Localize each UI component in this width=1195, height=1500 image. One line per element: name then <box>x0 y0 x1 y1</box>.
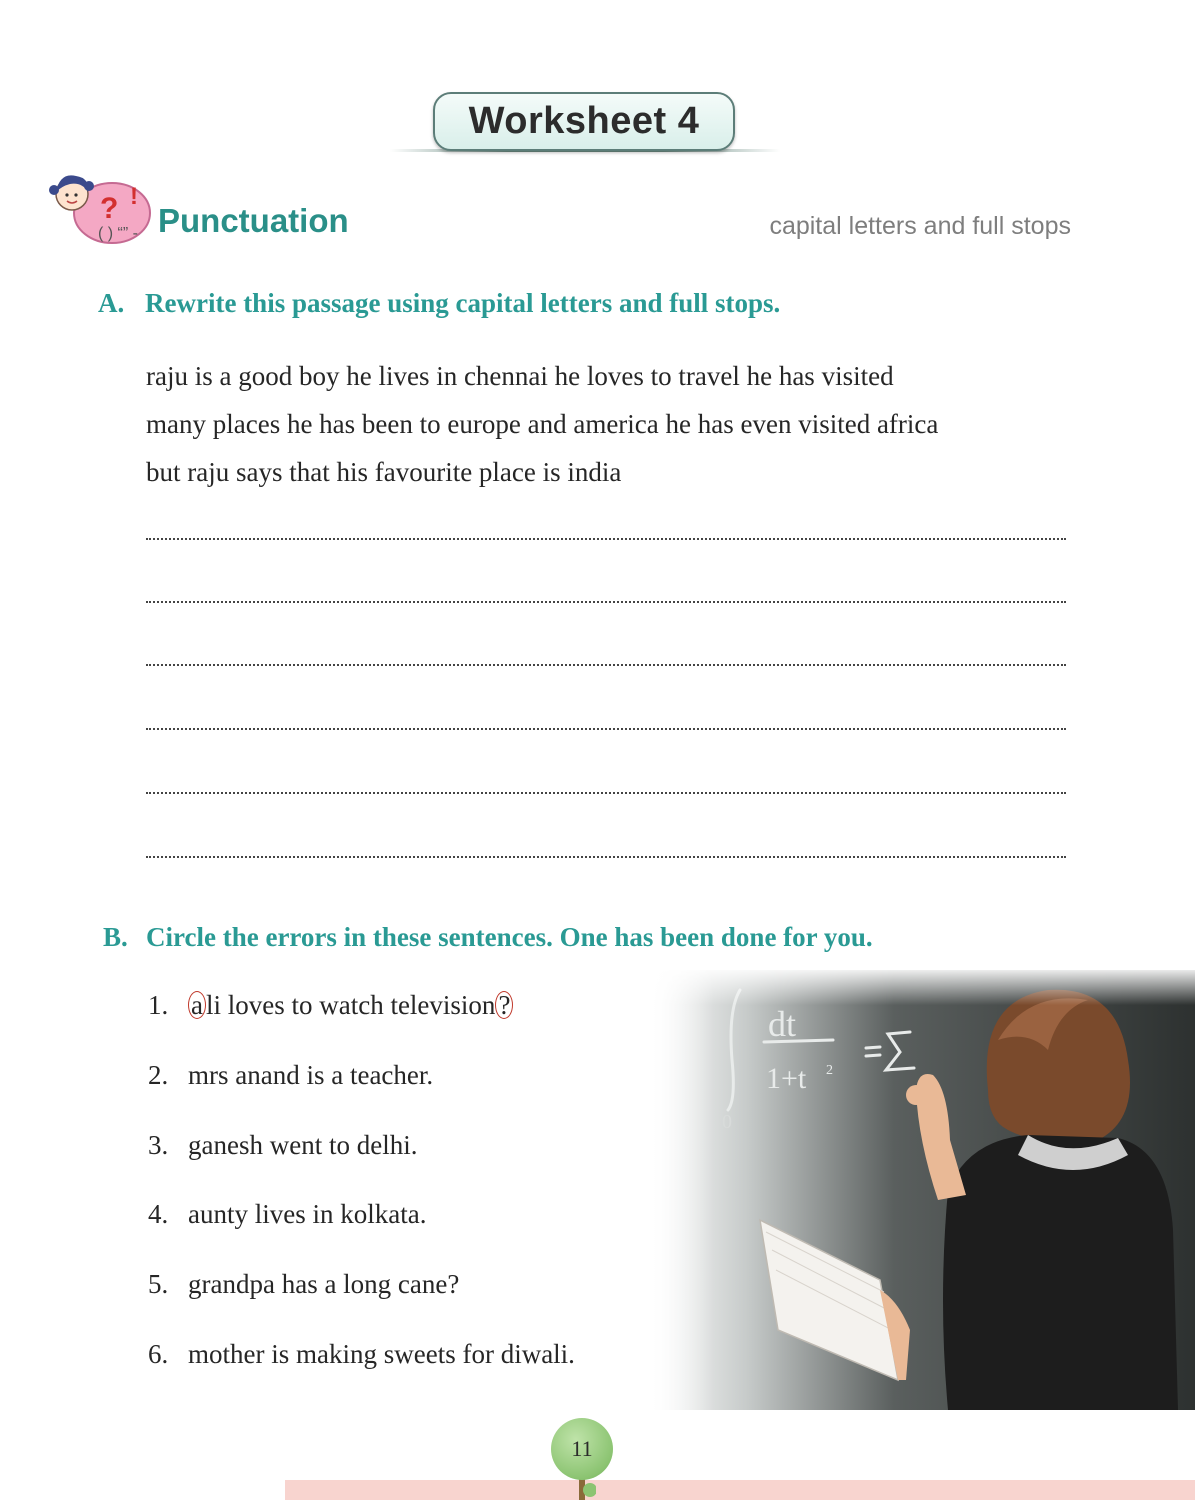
circled-error: ? <box>495 991 513 1019</box>
question-b-instruction: Circle the errors in these sentences. One has been done for you. <box>146 922 873 952</box>
sentence-item[interactable] <box>148 1339 575 1370</box>
page-number-tree-icon <box>548 1418 618 1500</box>
sentence-number: 3. <box>148 1130 169 1160</box>
sentence-text: ganesh went to delhi. <box>188 1130 418 1160</box>
sentence-number: 1. <box>148 990 169 1020</box>
sentence-example <box>148 990 513 1021</box>
svg-text:!: ! <box>130 183 138 210</box>
svg-text:( ) “” -: ( ) “” - <box>98 225 138 242</box>
answer-line[interactable] <box>146 728 1066 730</box>
sentence-item[interactable] <box>148 1130 417 1161</box>
question-a-letter: A. <box>98 288 125 318</box>
sentence-text: aunty lives in kolkata. <box>188 1199 427 1229</box>
sentence-text: li loves to watch television <box>205 990 496 1020</box>
sentence-number: 2. <box>148 1060 169 1090</box>
section-heading: Punctuation <box>158 202 349 239</box>
passage <box>146 352 1076 496</box>
answer-line[interactable] <box>146 856 1066 858</box>
answer-line[interactable] <box>146 792 1066 794</box>
answer-line[interactable] <box>146 664 1066 666</box>
worksheet-title-banner <box>390 92 780 154</box>
worksheet-title: Worksheet 4 <box>433 92 735 151</box>
section-subheading: capital letters and full stops <box>769 212 1071 240</box>
sentence-item[interactable] <box>148 1269 459 1300</box>
question-b-letter: B. <box>103 922 128 952</box>
passage-line: but raju says that his favourite place is india <box>146 457 622 487</box>
sentence-number: 4. <box>148 1199 169 1229</box>
sentence-text: mother is making sweets for diwali. <box>188 1339 575 1369</box>
sentence-text: mrs anand is a teacher. <box>188 1060 434 1090</box>
circled-error: a <box>188 991 206 1019</box>
question-b-heading <box>103 922 873 953</box>
passage-line: raju is a good boy he lives in chennai he loves to travel he has visited <box>146 361 894 391</box>
question-a-instruction: Rewrite this passage using capital letters and full stops. <box>145 288 781 318</box>
footer-bar <box>285 1480 1195 1500</box>
question-a-heading <box>98 288 780 319</box>
sentence-item[interactable] <box>148 1060 433 1091</box>
page-number: 11 <box>551 1418 613 1480</box>
sentence-text: grandpa has a long cane? <box>188 1269 460 1299</box>
teacher-at-chalkboard-image <box>648 970 1195 1410</box>
sentence-item[interactable] <box>148 1199 426 1230</box>
svg-text:?: ? <box>100 192 119 225</box>
passage-line: many places he has been to europe and america he has even visited africa <box>146 409 939 439</box>
girl-with-punctuation-mascot-icon <box>42 168 154 250</box>
sentence-number: 6. <box>148 1339 169 1369</box>
answer-line[interactable] <box>146 601 1066 603</box>
answer-line[interactable] <box>146 538 1066 540</box>
sentence-number: 5. <box>148 1269 169 1299</box>
